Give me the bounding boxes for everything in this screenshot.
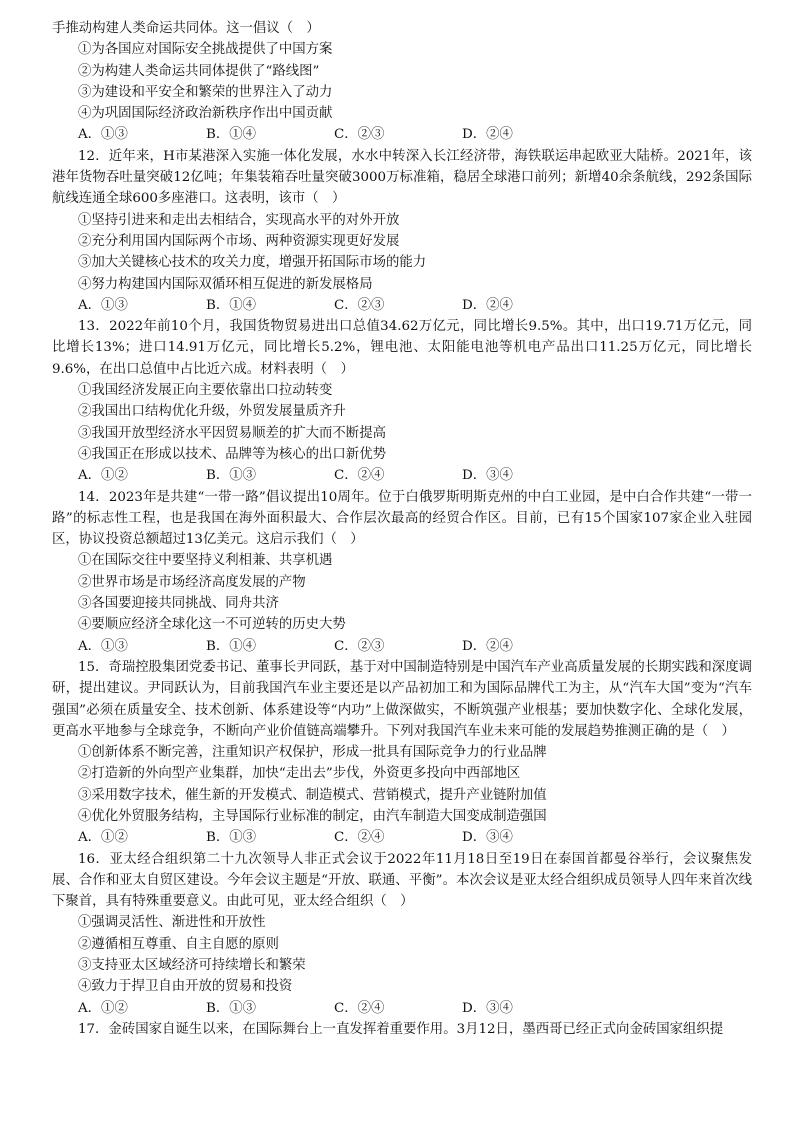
choice-a: A．①② bbox=[78, 468, 128, 484]
choice-b: B．①③ bbox=[206, 1000, 257, 1016]
choice-d: D．②④ bbox=[462, 127, 513, 143]
question-15-option-3: ③采用数字技术，催生新的开发模式、制造模式、营销模式，提升产业链附加值 bbox=[78, 787, 547, 803]
question-17-stem: 17．金砖国家自诞生以来，在国际舞台上一直发挥着重要作用。3月12日，墨西哥已经正式向金砖国家组织提 bbox=[78, 1021, 724, 1037]
choice-d: D．③④ bbox=[462, 468, 513, 484]
question-14-stem: 14．2023年是共建“一带一路”倡议提出10周年。位于白俄罗斯明斯克州的中白工业园，是中白合作共建“一带一路”的标志性工程，也是我国在海外面积最大、合作层次最高的经贸合作区。目前，已有15个国家107家企业入驻园区，协议投资总额超过13亿美元。这启示我们（ ） bbox=[52, 489, 752, 548]
question-12-option-1: ①坚持引进来和走出去相结合，实现高水平的对外开放 bbox=[78, 212, 400, 228]
choice-c: C．②④ bbox=[334, 830, 385, 846]
question-15-option-4: ④优化外贸服务结构，主导国际行业标准的制定，由汽车制造大国变成制造强国 bbox=[78, 808, 547, 824]
question-14-choices bbox=[52, 636, 752, 657]
question-14-option-1: ①在国际交往中要坚持义利相兼、共享机遇 bbox=[78, 553, 333, 569]
question-12-option-2: ②充分利用国内国际两个市场、两种资源实现更好发展 bbox=[78, 233, 400, 249]
choice-c: C．②③ bbox=[334, 127, 385, 143]
question-13-option-1: ①我国经济发展正向主要依靠出口拉动转变 bbox=[78, 383, 333, 399]
question-12-option-4: ④努力构建国内国际双循环相互促进的新发展格局 bbox=[78, 276, 373, 292]
choice-c: C．②④ bbox=[334, 1000, 385, 1016]
question-11 bbox=[52, 18, 752, 146]
question-14 bbox=[52, 487, 752, 657]
choice-b: B．①③ bbox=[206, 468, 257, 484]
choice-c: C．②③ bbox=[334, 297, 385, 313]
question-11-stem: 手推动构建人类命运共同体。这一倡议（ ） bbox=[52, 21, 320, 36]
question-15-option-1: ①创新体系不断完善，注重知识产权保护，形成一批具有国际竞争力的行业品牌 bbox=[78, 745, 547, 761]
choice-d: D．③④ bbox=[462, 830, 513, 846]
choice-b: B．①④ bbox=[206, 297, 257, 313]
question-13-option-4: ④我国正在形成以技术、品牌等为核心的出口新优势 bbox=[78, 446, 386, 462]
question-12-stem: 12．近年来，H市某港深入实施一体化发展，水水中转深入长江经济带，海铁联运串起欧亚大陆桥。2021年，该港年货物吞吐量突破12亿吨；年集装箱吞吐量突破3000万标准箱，稳居全球港口前列；新增40余条航线，292条国际航线连通全球600多座港口。这表明，该市（ ） bbox=[52, 148, 752, 207]
question-16-option-1: ①强调灵活性、渐进性和开放性 bbox=[78, 915, 266, 931]
question-13-choices bbox=[52, 465, 752, 486]
question-16-option-4: ④致力于捍卫自由开放的贸易和投资 bbox=[78, 979, 293, 995]
question-16-stem: 16．亚太经合组织第二十九次领导人非正式会议于2022年11月18日至19日在泰国首都曼谷举行，会议聚焦发展、合作和亚太自贸区建设。今年会议主题是“开放、联通、平衡”。本次会议是亚太经合组织成员领导人四年来首次线下聚首，具有特殊重要意义。由此可见，亚太经合组织（ ） bbox=[52, 851, 752, 910]
question-13-stem: 13．2022年前10个月，我国货物贸易进出口总值34.62万亿元，同比增长9.5%。其中，出口19.71万亿元，同比增长13%；进口14.91万亿元，同比增长5.2%，锂电池、太阳能电池等机电产品出口11.25万亿元，同比增长9.6%，在出口总值中占比近六成。材料表明（ ） bbox=[52, 319, 752, 377]
exam-page bbox=[52, 18, 752, 1040]
question-16 bbox=[52, 849, 752, 1019]
question-13-option-3: ③我国开放型经济水平因贸易顺差的扩大而不断提高 bbox=[78, 425, 386, 441]
question-14-option-4: ④要顺应经济全球化这一不可逆转的历史大势 bbox=[78, 617, 346, 633]
question-16-option-2: ②遵循相互尊重、自主自愿的原则 bbox=[78, 936, 279, 952]
choice-d: D．②④ bbox=[462, 297, 513, 313]
choice-b: B．①④ bbox=[206, 638, 257, 654]
question-16-option-3: ③支持亚太区域经济可持续增长和繁荣 bbox=[78, 958, 306, 974]
choice-a: A．①③ bbox=[78, 127, 128, 143]
question-12-option-3: ③加大关键核心技术的攻关力度，增强开拓国际市场的能力 bbox=[78, 255, 427, 271]
choice-c: C．②④ bbox=[334, 468, 385, 484]
question-14-option-3: ③各国要迎接共同挑战、同舟共济 bbox=[78, 596, 279, 612]
question-15-stem: 15．奇瑞控股集团党委书记、董事长尹同跃，基于对中国制造特别是中国汽车产业高质量发展的长期实践和深度调研，提出建议。尹同跃认为，目前我国汽车业主要还是以产品初加工和为国际品牌代工为主，从“汽车大国”变为“汽车强国”必须在质量安全、技术创新、体系建设等“内功”上做深做实，不断筑强产业根基；要加快数字化、全球化发展，更高水平地参与全球竞争，不断向产业价值链高端攀升。下列对我国汽车业未来可能的发展趋势推测正确的是（ ） bbox=[52, 659, 752, 739]
question-13 bbox=[52, 316, 752, 486]
question-11-choices bbox=[52, 124, 752, 145]
choice-b: B．①④ bbox=[206, 127, 257, 143]
choice-b: B．①③ bbox=[206, 830, 257, 846]
choice-a: A．①③ bbox=[78, 297, 128, 313]
choice-a: A．①③ bbox=[78, 638, 128, 654]
question-17 bbox=[52, 1019, 752, 1040]
question-12 bbox=[52, 146, 752, 316]
question-13-option-2: ②我国出口结构优化升级，外贸发展量质齐升 bbox=[78, 404, 346, 420]
question-15 bbox=[52, 657, 752, 849]
question-11-option-4: ④为巩固国际经济政治新秩序作出中国贡献 bbox=[78, 106, 333, 122]
choice-a: A．①② bbox=[78, 830, 128, 846]
question-11-option-2: ②为构建人类命运共同体提供了“路线图” bbox=[78, 63, 320, 79]
choice-c: C．②③ bbox=[334, 638, 385, 654]
question-16-choices bbox=[52, 998, 752, 1019]
question-14-option-2: ②世界市场是市场经济高度发展的产物 bbox=[78, 574, 306, 590]
choice-a: A．①② bbox=[78, 1000, 128, 1016]
question-11-option-1: ①为各国应对国际安全挑战提供了中国方案 bbox=[78, 42, 333, 58]
question-15-choices bbox=[52, 827, 752, 848]
choice-d: D．③④ bbox=[462, 1000, 513, 1016]
question-15-option-2: ②打造新的外向型产业集群，加快“走出去”步伐，外资更多投向中西部地区 bbox=[78, 766, 521, 782]
question-11-option-3: ③为建设和平安全和繁荣的世界注入了动力 bbox=[78, 84, 333, 100]
choice-d: D．②④ bbox=[462, 638, 513, 654]
question-12-choices bbox=[52, 295, 752, 316]
